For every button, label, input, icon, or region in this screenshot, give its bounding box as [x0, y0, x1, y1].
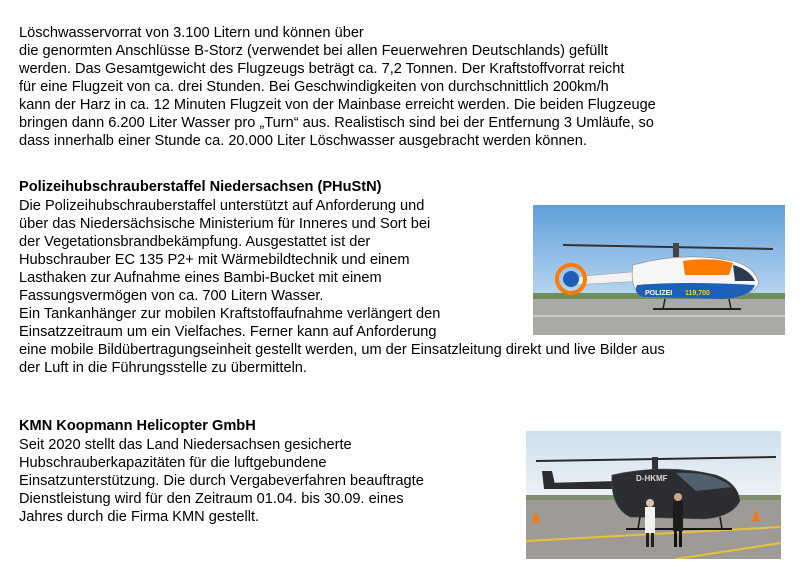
registration-text: D-HKMF [636, 474, 668, 483]
text-line: Ein Tankanhänger zur mobilen Kraftstoffaufnahme verlängert den [19, 306, 441, 322]
section-paragraph-kmn [19, 436, 424, 526]
text-line: werden. Das Gesamtgewicht des Flugzeugs beträgt ca. 7,2 Tonnen. Der Kraftstoffvorrat reicht [19, 61, 625, 77]
livery-text: POLIZEI [645, 290, 673, 297]
text-line: Hubschrauberkapazitäten für die luftgebundene [19, 455, 327, 471]
text-line: eine mobile Bildübertragungseinheit gestellt werden, um der Einsatzleitung direkt und live Bilder aus [19, 342, 665, 358]
text-line: dass innerhalb einer Stunde ca. 20.000 Liter Löschwasser ausgebracht werden können. [19, 133, 587, 149]
text-line: Hubschrauber EC 135 P2+ mit Wärmebildtechnik und einem [19, 252, 410, 268]
text-line: kann der Harz in ca. 12 Minuten Flugzeit von der Mainbase erreicht werden. Die beiden Flugzeuge [19, 97, 656, 113]
text-line: bringen dann 6.200 Liter Wasser pro „Turn“ aus. Realistisch sind bei der Entfernung 3 Umläufe, so [19, 115, 654, 131]
police-helicopter-photo [533, 205, 785, 335]
text-line: der Luft in die Führungsstelle zu übermitteln. [19, 360, 307, 376]
livery-number: 119,700 [685, 290, 710, 297]
text-line: Die Polizeihubschrauberstaffel unterstützt auf Anforderung und [19, 198, 425, 214]
text-line: Einsatzzeitraum um ein Vielfaches. Ferner kann auf Anforderung [19, 324, 437, 340]
kmn-helicopter-photo [526, 431, 781, 559]
text-line: die genormten Anschlüsse B-Storz (verwendet bei allen Feuerwehren Deutschlands) gefüllt [19, 43, 608, 59]
text-line: Lasthaken zur Aufnahme eines Bambi-Bucket mit einem [19, 270, 382, 286]
text-line: Jahres durch die Firma KMN gestellt. [19, 509, 260, 525]
section-heading-phustn: Polizeihubschrauberstaffel Niedersachsen (PHuStN) [19, 179, 382, 195]
text-line: über das Niedersächsische Ministerium für Inneres und Sort bei [19, 216, 431, 232]
section-heading-kmn: KMN Koopmann Helicopter GmbH [19, 418, 256, 434]
text-line: Seit 2020 stellt das Land Niedersachsen gesicherte [19, 437, 352, 453]
text-line: der Vegetationsbrandbekämpfung. Ausgestattet ist der [19, 234, 371, 250]
text-line: Einsatzunterstützung. Die durch Vergabeverfahren beauftragte [19, 473, 424, 489]
text-line: für eine Flugzeit von ca. drei Stunden. Bei Geschwindigkeiten von durchschnittlich 200km/h [19, 79, 609, 95]
text-line: Dienstleistung wird für den Zeitraum 01.04. bis 30.09. eines [19, 491, 404, 507]
intro-paragraph [19, 24, 656, 150]
text-line: Löschwasservorrat von 3.100 Litern und können über [19, 25, 364, 41]
text-line: Fassungsvermögen von ca. 700 Litern Wasser. [19, 288, 324, 304]
